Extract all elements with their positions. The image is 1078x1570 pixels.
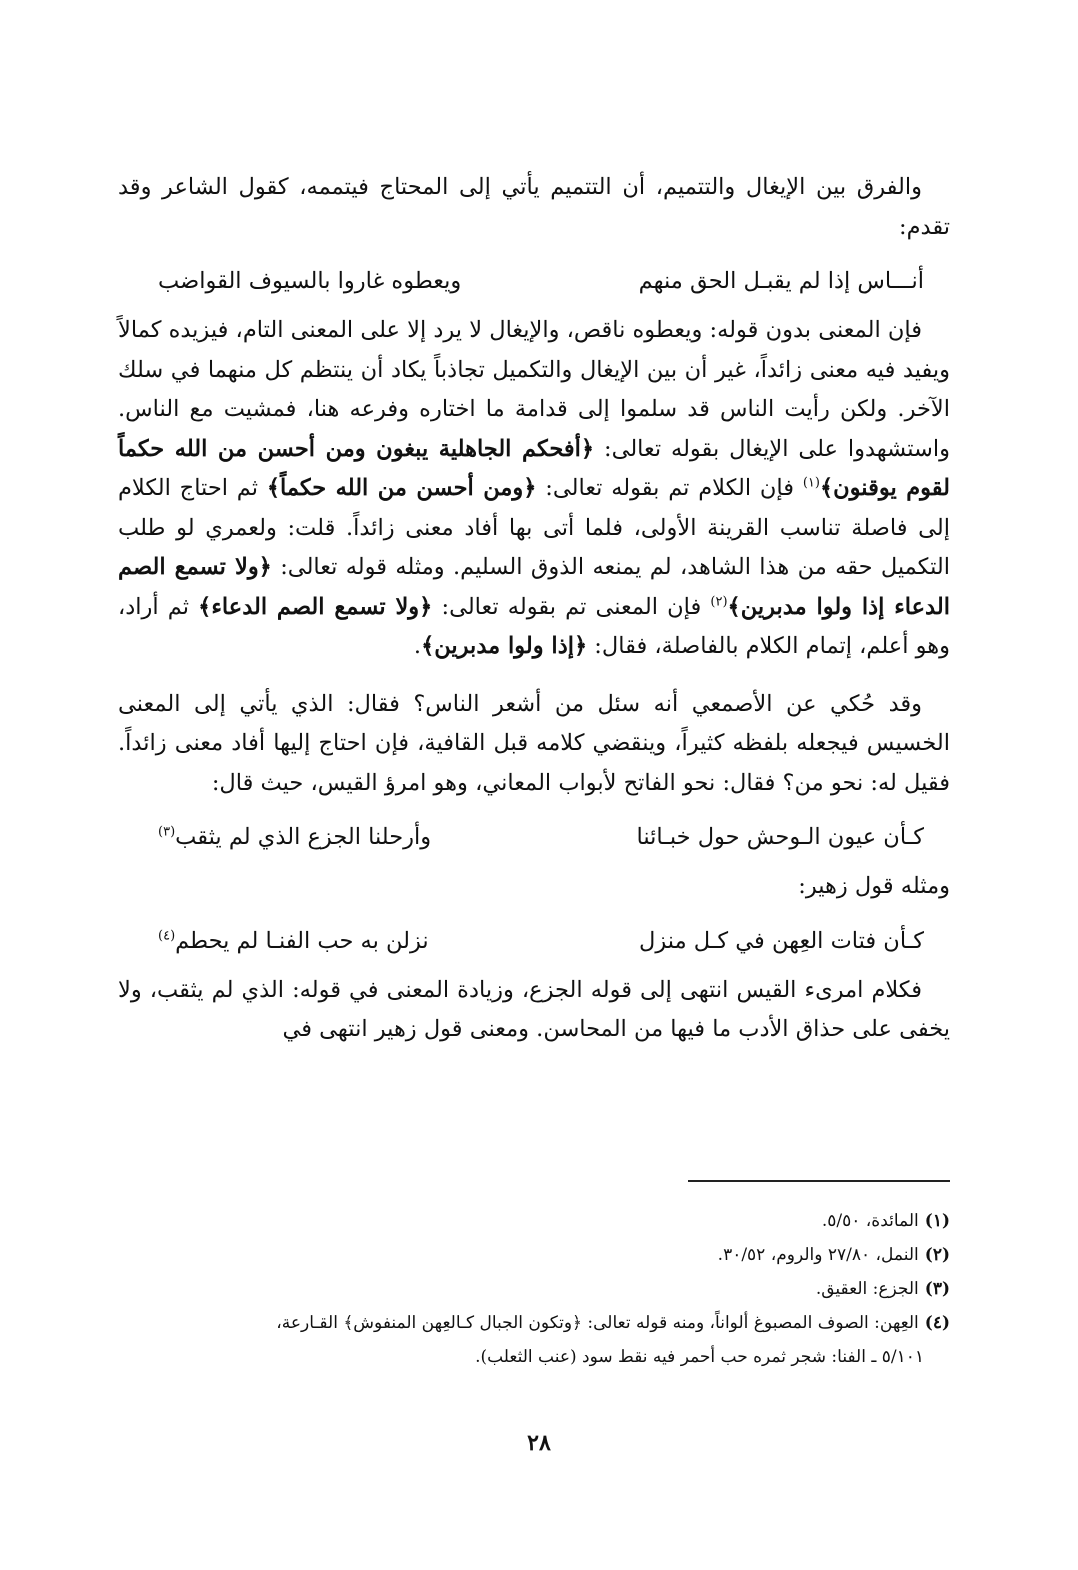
footnote-3 xyxy=(118,1272,950,1306)
footnote-2 xyxy=(118,1238,950,1272)
paragraph-2-text-e: ثم أراد، وهو أعلم، إتمام الكلام بالفاصلة، فقال: xyxy=(118,593,950,659)
quran-quote-5: ﴿إذا ولوا مدبرين﴾ xyxy=(421,633,588,659)
page-number: ٢٨ xyxy=(527,1430,551,1456)
paragraph-4: ومثله قول زهير: xyxy=(798,873,950,899)
footnote-ref-2: (٢) xyxy=(710,594,728,609)
footnote-ref-1: (١) xyxy=(802,475,820,491)
verse-1 xyxy=(158,261,924,301)
verse-3 xyxy=(158,921,924,961)
paragraph-3: وقد حُكي عن الأصمعي أنه سئل من أشعر الناس؟ فقال: الذي يأتي إلى المعنى الخسيس فيجعله بلفظه كثيراً، وينقضي كلامه قبل القافية، فإن احتاج إليها أفاد معنى زائداً. فقيل له: نحو من؟ فقال: نحو الفاتح لأبواب المعاني، وهو امرؤ القيس، حيث قال: xyxy=(118,690,950,796)
verse-3-second-text: نزلن به حب الفنـا لم يحطم xyxy=(175,927,429,954)
verse-2-second-hemistich xyxy=(158,817,431,857)
paragraph-2-text-a: فإن المعنى بدون قوله: ويعطوه ناقص، والإيغال لا يرد إلا على المعنى التام، فيزيده كمالاً ويفيد فيه معنى زائداً، غير أن بين الإيغال والتكميل تجاذباً يكاد أن ينتظم كل منهما في سلك الآخر. ولكن رأيت الناس قد سلموا إلى قدامة ما اختاره وفرعه هنا، فمشيت مع الناس. واستشهدوا على الإيغال بقوله تعالى: xyxy=(118,317,950,462)
verse-2-second-text: وأرحلنا الجزع الذي لم يثقب xyxy=(175,824,432,850)
footnote-4-continuation: ٥/١٠١ ـ الفنا: شجر ثمره حب أحمر فيه نقط سود (عنب الثعلب). xyxy=(475,1347,924,1367)
quran-quote-1: ﴿أفحكم الجاهلية يبغون ومن أحسن من الله حكماً لقوم يوقنون﴾ xyxy=(118,435,950,501)
footnotes xyxy=(118,1204,950,1374)
verse-1-second-hemistich: ويعطوه غاروا بالسيوف القواضب xyxy=(158,268,462,294)
page-body xyxy=(118,168,950,1050)
verse-1-first-hemistich: أنـــاس إذا لم يقبـل الحق منهم xyxy=(638,268,924,294)
paragraph-2-text-f: . xyxy=(413,633,422,659)
quran-quote-3: ﴿ولا تسمع الصم الدعاء إذا ولوا مدبرين﴾ xyxy=(118,554,950,620)
footnote-number: (٣) xyxy=(924,1279,950,1299)
footnote-1 xyxy=(118,1204,950,1238)
paragraph-5: فكلام امرىء القيس انتهى إلى قوله الجزع، وزيادة المعنى في قوله: الذي لم يثقب، ولا يخفى على حذاق الأدب ما فيها من المحاسن. ومعنى قول زهير انتهى في xyxy=(118,976,950,1042)
footnote-text: المائدة، ٥/٥٠. xyxy=(821,1211,919,1231)
paragraph-1: والفرق بين الإيغال والتتميم، أن التتميم يأتي إلى المحتاج فيتممه، كقول الشاعر وقد تقدم: xyxy=(118,174,950,240)
footnote-divider xyxy=(688,1180,950,1182)
footnote-ref-4: (٤) xyxy=(158,928,176,943)
footnote-number: (٢) xyxy=(924,1245,950,1265)
verse-3-first-hemistich: كـأن فتات العِهن في كـل منزل xyxy=(639,927,924,954)
quran-quote-2: ﴿ومن أحسن من الله حكماً﴾ xyxy=(266,475,537,501)
footnote-4 xyxy=(118,1306,950,1340)
paragraph-2-text-d: فإن المعنى تم بقوله تعالى: xyxy=(432,593,711,620)
footnote-number: (١) xyxy=(924,1211,950,1231)
footnote-number: (٤) xyxy=(924,1313,950,1333)
verse-2 xyxy=(158,817,924,857)
quran-quote-4: ﴿ولا تسمع الصم الدعاء﴾ xyxy=(198,593,433,620)
footnote-ref-3: (٣) xyxy=(158,824,176,840)
paragraph-2-text-c: ثم احتاج الكلام إلى فاصلة تناسب القرينة الأولى، فلما أتى بها أفاد معنى زائداً. قلت: ولعمري لو طلب التكميل حقه من هذا الشاهد، لم يمنعه الذوق السليم. ومثله قوله تعالى: xyxy=(118,475,950,580)
verse-3-second-hemistich xyxy=(158,921,429,961)
paragraph-2-text-b: فإن الكلام تم بقوله تعالى: xyxy=(536,475,803,501)
footnote-text: النمل، ٢٧/٨٠ والروم، ٣٠/٥٢. xyxy=(717,1245,919,1265)
footnote-text: الجزع: العقيق. xyxy=(815,1279,919,1299)
paragraph-2 xyxy=(118,311,950,667)
verse-2-first-hemistich: كـأن عيون الـوحش حول خبـائنا xyxy=(636,824,924,850)
footnote-text: العِهن: الصوف المصبوغ ألواناً، ومنه قوله تعالى: ﴿وتكون الجبال كـالعِهن المنفوش﴾ القـارعة، xyxy=(276,1313,919,1333)
